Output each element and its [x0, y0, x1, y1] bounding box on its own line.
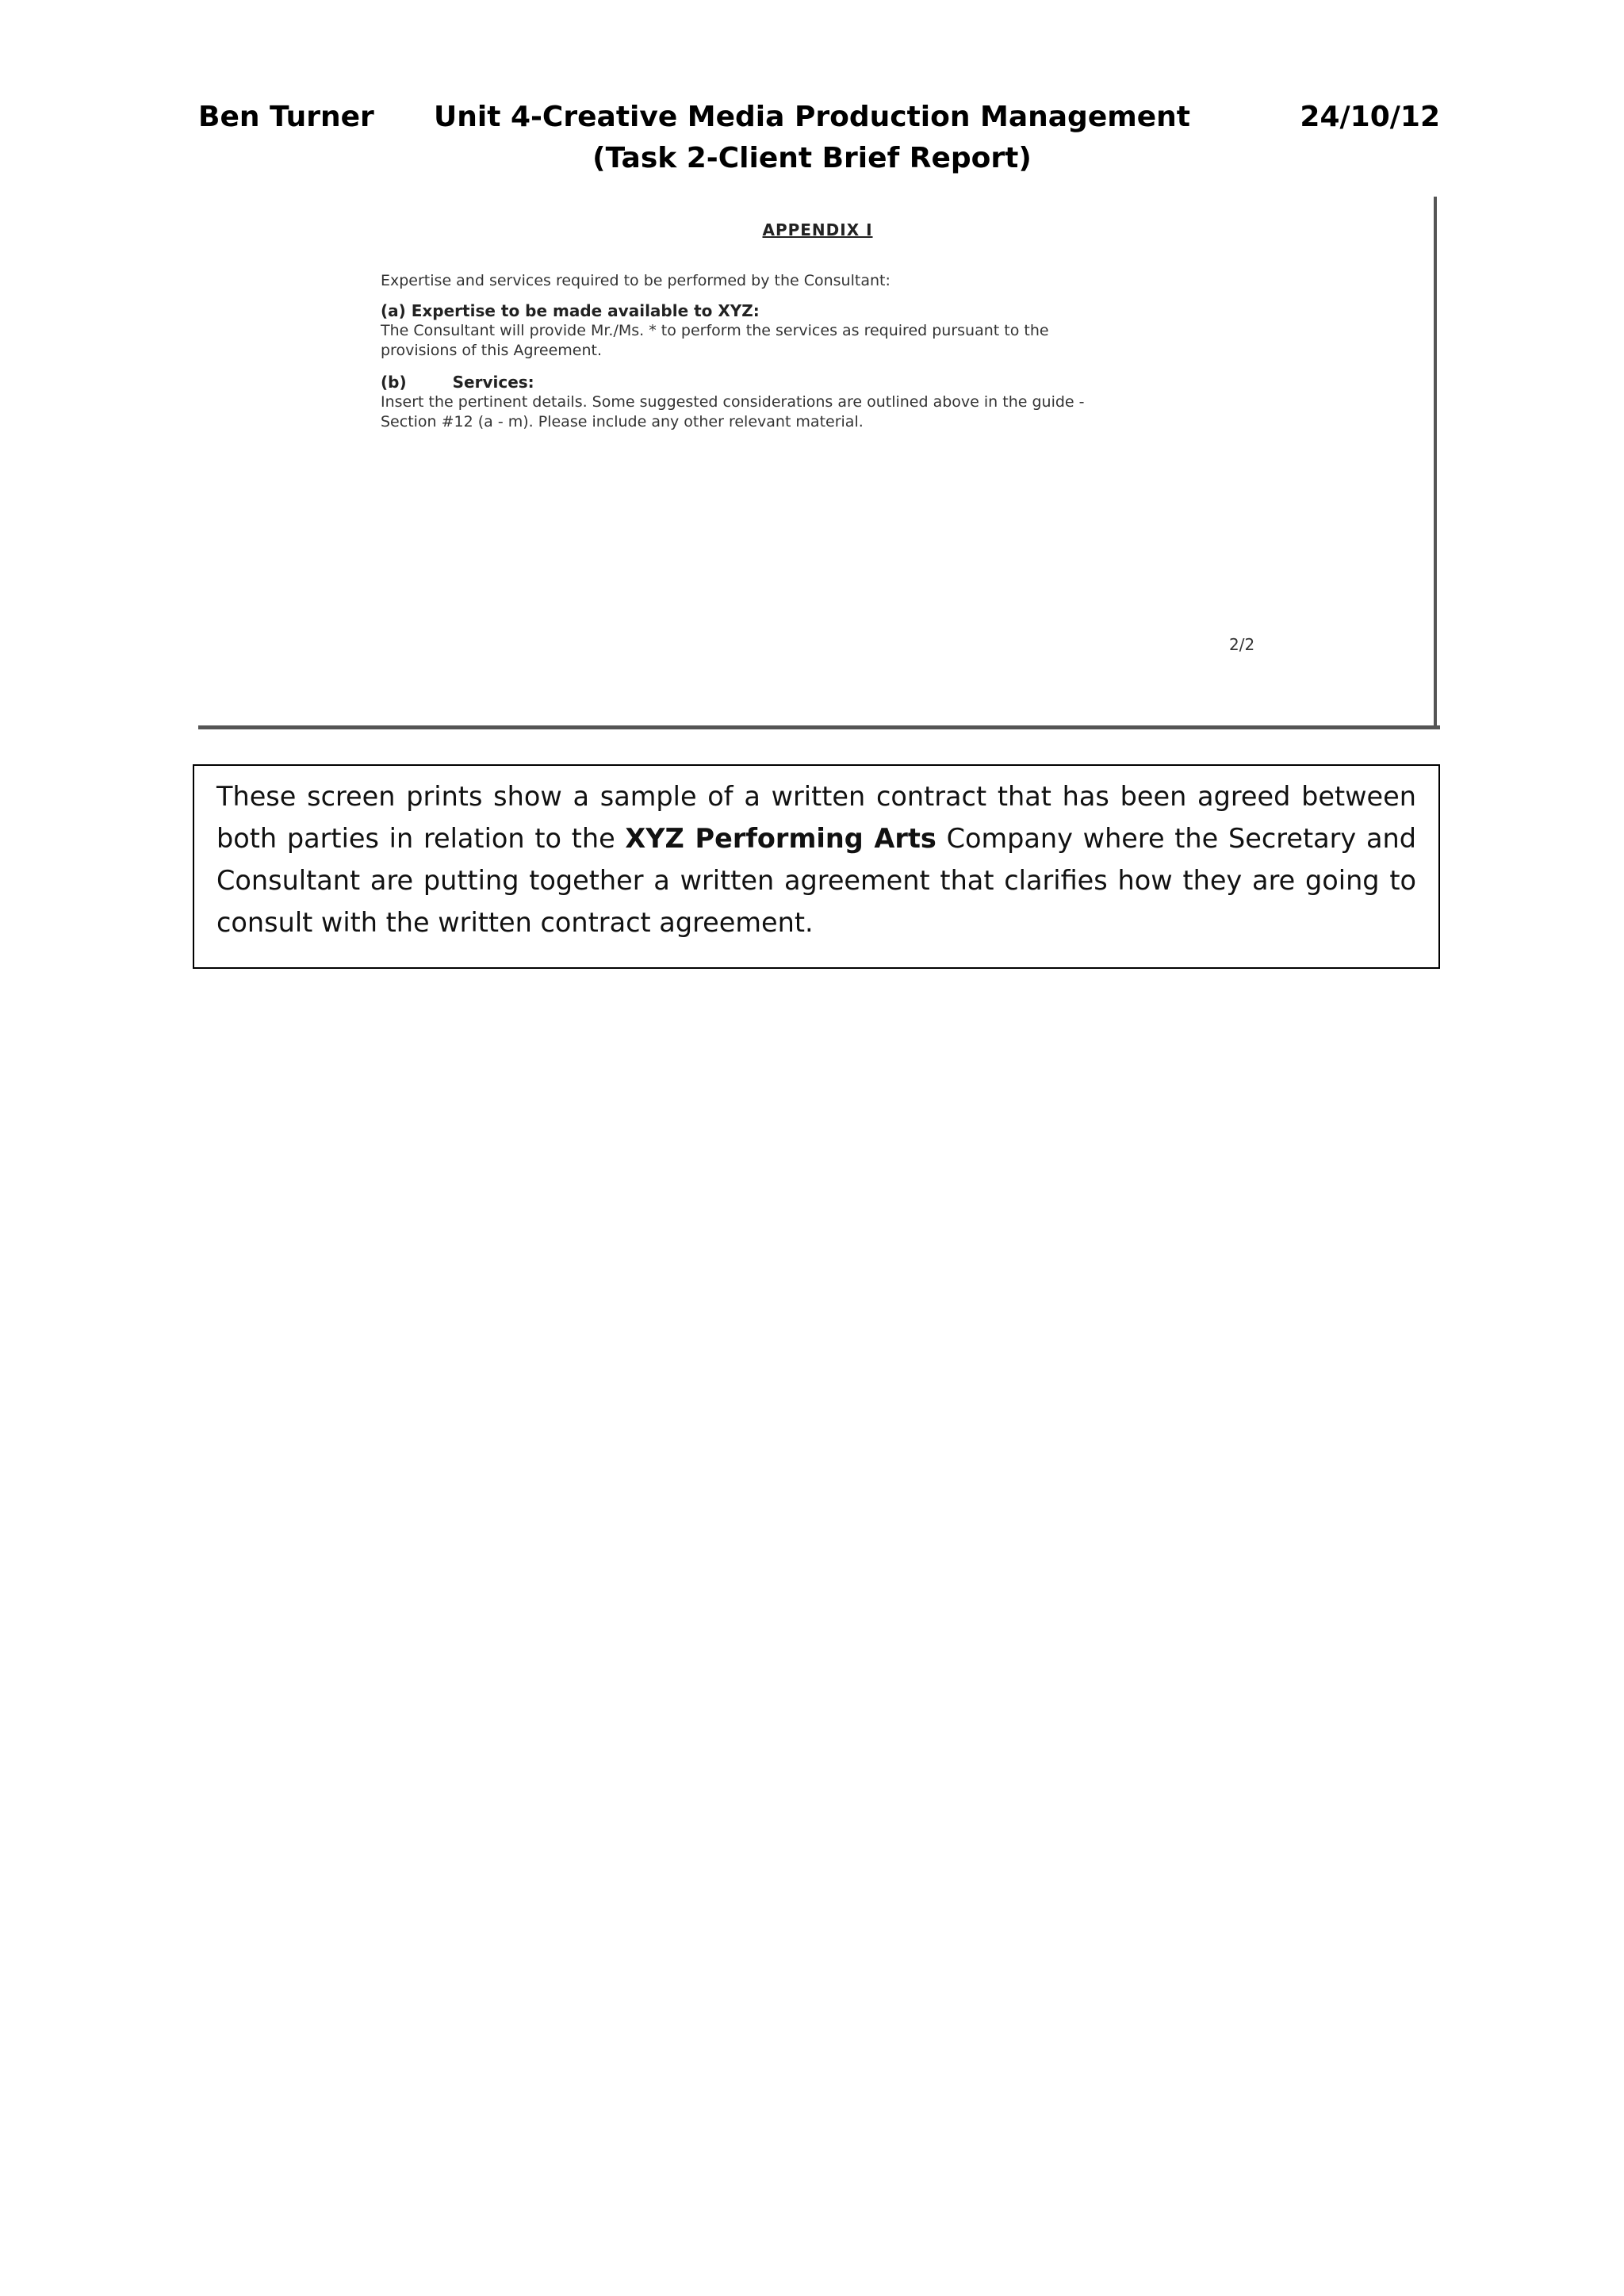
section-b-line: Section #12 (a - m). Please include any other relevant material. — [381, 413, 864, 430]
caption-box — [193, 764, 1440, 969]
section-b-heading — [381, 373, 534, 392]
section-b-title: Services: — [452, 373, 534, 392]
caption-text-start: These screen prints show a sample of a written contract that has been agreed between both parties in relation to the — [216, 781, 1416, 854]
section-a-heading: (a) Expertise to be made available to XYZ: — [381, 301, 760, 320]
report-title: Unit 4-Creative Media Production Management — [434, 101, 1190, 133]
report-date: 24/10/12 — [1300, 101, 1440, 133]
appendix-page-number: 2/2 — [1229, 635, 1255, 654]
section-b-line: Insert the pertinent details. Some suggested considerations are outlined above in the guide - — [381, 393, 1085, 411]
section-b-label: (b) — [381, 373, 407, 392]
page-header — [0, 0, 1624, 190]
section-a-body — [381, 321, 1049, 361]
caption-company-name: XYZ Performing Arts — [625, 823, 936, 854]
author-name: Ben Turner — [198, 101, 374, 133]
appendix-intro: Expertise and services required to be performed by the Consultant: — [381, 272, 891, 289]
section-b-body — [381, 392, 1085, 432]
appendix-screenshot — [198, 197, 1437, 729]
section-a-line: provisions of this Agreement. — [381, 342, 603, 359]
caption-text — [216, 775, 1416, 943]
report-subtitle: (Task 2-Client Brief Report) — [592, 142, 1032, 174]
section-a-line: The Consultant will provide Mr./Ms. * to perform the services as required pursuant to the — [381, 322, 1049, 339]
appendix-heading: APPENDIX I — [762, 220, 873, 239]
caption-text-end: Company where the Secretary and Consultant are putting together a written agreement that clarifies how they are going to consult with the written contract agreement. — [216, 823, 1416, 938]
